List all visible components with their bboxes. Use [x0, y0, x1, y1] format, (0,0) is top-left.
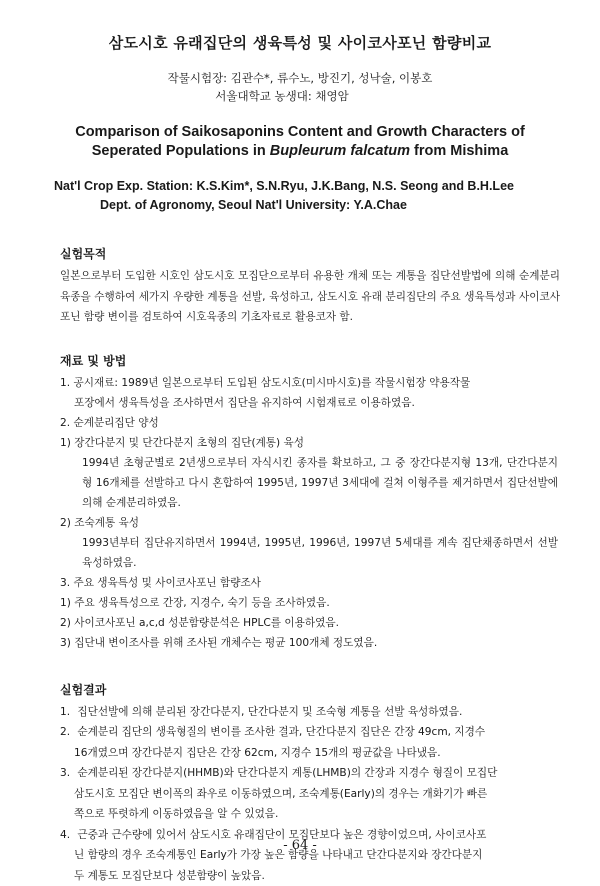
methods-item-3-2: 2) 사이코사포닌 a,c,d 성분함량분석은 HPLC를 이용하였음. — [36, 613, 564, 633]
results-item-2: 2. 순계분리 집단의 생육형질의 변이를 조사한 결과, 단간다분지 집단은 간장 49cm, 지경수 16개였으며 장간다분지 집단은 간장 62cm, 지경수 15개의 평균값을 나타냈음. — [36, 722, 564, 763]
results-item-1: 1. 집단선발에 의해 분리된 장간다분지, 단간다분지 및 조숙형 계통을 선발 육성하였음. — [36, 702, 564, 723]
methods-item-3-3: 3) 집단내 변이조사를 위해 조사된 개체수는 평균 100개체 정도였음. — [36, 633, 564, 653]
methods-item-2: 2. 순계분리집단 양성 — [36, 413, 564, 433]
english-title-line2 — [36, 142, 564, 161]
korean-title: 삼도시호 유래집단의 생육특성 및 사이코사포닌 함량비교 — [36, 0, 564, 53]
korean-authors — [36, 69, 564, 105]
results-item-4: 4. 근중과 근수량에 있어서 삼도시호 유래집단이 모집단보다 높은 경향이었으며, 사이코사포 닌 함량의 경우 조숙계통인 Early가 가장 높은 함량을 나타내고 단간다분지와 장간다분지 두 계통도 모집단보다 성분함량이 높았음. — [36, 825, 564, 886]
page-number: - 64 - — [0, 838, 600, 853]
english-authors-line2: Dept. of Agronomy, Seoul Nat'l University: Y.A.Chae — [54, 196, 564, 215]
korean-authors-line1: 작물시험장: 김관수*, 류수노, 방진기, 성낙술, 이봉호 — [36, 69, 564, 87]
korean-authors-line2: 서울대학교 농생대: 채영암 — [36, 87, 564, 105]
results-item-3: 3. 순계분리된 장간다분지(HHMB)와 단간다분지 계통(LHMB)의 간장과 지경수 형질이 모집단 삼도시호 모집단 변이폭의 좌우로 이동하였으며, 조숙계통(Early)의 경우는 개화기가 빠른 쪽으로 뚜렷하게 이동하였음을 알 수 있었음. — [36, 763, 564, 825]
english-authors-line1: Nat'l Crop Exp. Station: K.S.Kim*, S.N.Ryu, J.K.Bang, N.S. Seong and B.H.Lee — [54, 177, 564, 196]
methods-item-2-1-text: 1994년 초형군별로 2년생으로부터 자식시킨 종자를 확보하고, 그 중 장간다분지형 13개, 단간다분지형 16개체를 선발하고 다시 혼합하여 1995년, 1997년 3세대에 걸쳐 이형주를 제거하면서 집단선발에 의해 순계분리하였음. — [36, 453, 564, 513]
methods-heading: 재료 및 방법 — [36, 352, 564, 369]
objective-heading: 실험목적 — [36, 245, 564, 262]
results-heading: 실험결과 — [36, 681, 564, 698]
english-title-line1: Comparison of Saikosaponins Content and Growth Characters of — [36, 123, 564, 142]
species-name: Bupleurum falcatum — [270, 143, 410, 159]
english-title — [36, 123, 564, 161]
methods-item-2-1: 1) 장간다분지 및 단간다분지 초형의 집단(계통) 육성 — [36, 433, 564, 453]
methods-item-1: 1. 공시재료: 1989년 일본으로부터 도입된 삼도시호(미시마시호)를 작물시험장 약용작물 — [36, 373, 564, 393]
methods-item-1-cont: 포장에서 생육특성을 조사하면서 집단을 유지하여 시험재료로 이용하였음. — [36, 393, 564, 413]
methods-item-3: 3. 주요 생육특성 및 사이코사포닌 함량조사 — [36, 573, 564, 593]
objective-text: 일본으로부터 도입한 시호인 삼도시호 모집단으로부터 유용한 개체 또는 계통을 집단선발법에 의해 순계분리육종을 수행하여 세가지 우량한 계통을 선발, 육성하고, 삼도시호 유래 분리집단의 주요 생육특성과 사이코사포닌 함량 변이를 검토하여 시호육종의 기초자료로 활용코자 함. — [36, 266, 564, 328]
english-title-line2-post: from Mishima — [410, 143, 508, 159]
english-title-line2-pre: Seperated Populations in — [92, 143, 270, 159]
methods-item-2-2: 2) 조숙계통 육성 — [36, 513, 564, 533]
english-authors — [36, 177, 564, 215]
methods-item-2-2-text: 1993년부터 집단유지하면서 1994년, 1995년, 1996년, 1997년 5세대를 계속 집단채종하면서 선발 육성하였음. — [36, 533, 564, 573]
methods-item-3-1: 1) 주요 생육특성으로 간장, 지경수, 숙기 등을 조사하였음. — [36, 593, 564, 613]
